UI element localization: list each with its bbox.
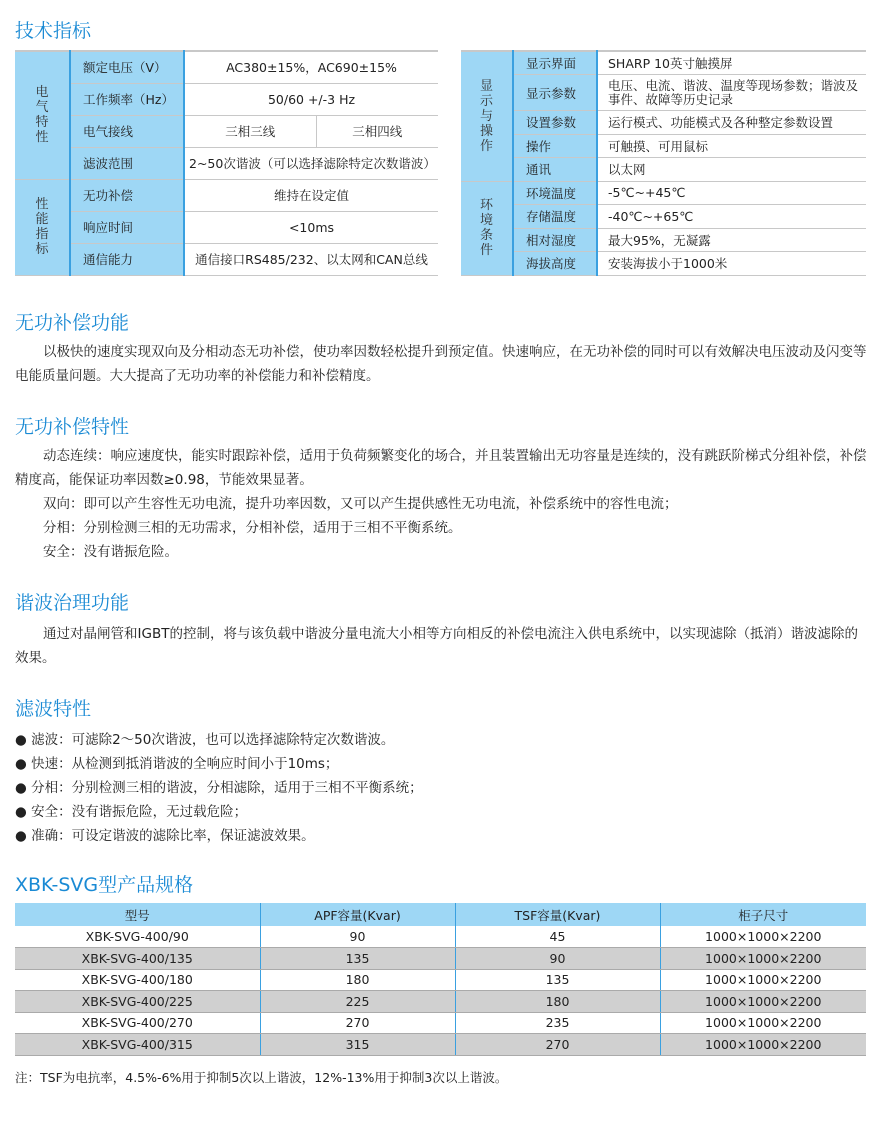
table-cell: XBK-SVG-400/90 — [15, 926, 260, 948]
table-cell: XBK-SVG-400/135 — [15, 948, 260, 970]
row-label: 工作频率（Hz） — [70, 83, 184, 115]
footnote: 注：TSF为电抗率，4.5%-6%用于抑制5次以上谐波，12%-13%用于抑制3次以上谐波。 — [15, 1070, 508, 1085]
section-title: 无功补偿功能 — [15, 312, 130, 334]
row-value: 三相四线 — [316, 115, 438, 147]
row-label: 滤波范围 — [70, 147, 184, 179]
table-cell: 270 — [455, 1034, 660, 1056]
table-cell: 135 — [260, 948, 455, 970]
row-value: -40℃~+65℃ — [597, 205, 866, 229]
list-item: ● 分相：分别检测三相的谐波，分相滤除，适用于三相不平衡系统； — [15, 780, 423, 796]
row-label: 响应时间 — [70, 211, 184, 243]
table-row — [15, 1034, 866, 1056]
row-value: 电压、电流、谐波、温度等现场参数；谐波及事件、故障等历史记录 — [597, 75, 866, 111]
group-label: 环境条件 — [461, 181, 513, 275]
list-item: ● 滤波：可滤除2～50次谐波，也可以选择滤除特定次数谐波。 — [15, 732, 395, 748]
row-label: 相对湿度 — [513, 228, 597, 252]
list-item: ● 准确：可设定谐波的滤除比率，保证滤波效果。 — [15, 828, 315, 844]
specs-title: 技术指标 — [15, 20, 92, 42]
row-value: 通信接口RS485/232、以太网和CAN总线 — [184, 243, 438, 275]
row-value: AC380±15%，AC690±15% — [184, 51, 438, 83]
section-body — [15, 622, 867, 670]
table-cell: 315 — [260, 1034, 455, 1056]
row-value: 三相三线 — [184, 115, 316, 147]
table-cell: 1000×1000×2200 — [660, 1012, 866, 1034]
row-label: 电气接线 — [70, 115, 184, 147]
row-label: 通讯 — [513, 158, 597, 182]
row-label: 显示界面 — [513, 51, 597, 75]
row-value: 2~50次谐波（可以选择滤除特定次数谐波） — [184, 147, 438, 179]
row-value: 维持在设定值 — [184, 179, 438, 211]
bullet-list — [15, 728, 867, 848]
table-cell: 1000×1000×2200 — [660, 969, 866, 991]
table-cell: 45 — [455, 926, 660, 948]
table-row — [15, 969, 866, 991]
table-cell: XBK-SVG-400/315 — [15, 1034, 260, 1056]
table-row — [15, 948, 866, 970]
row-value: -5℃~+45℃ — [597, 181, 866, 205]
table-cell: 90 — [260, 926, 455, 948]
paragraph: 双向：即可以产生容性无功电流，提升功率因数，又可以产生提供感性无功电流，补偿系统中的容性电流； — [43, 496, 678, 512]
section-body — [15, 340, 867, 388]
list-item: ● 安全：没有谐振危险，无过载危险； — [15, 804, 248, 820]
paragraph: 动态连续：响应速度快，能实时跟踪补偿，适用于负荷频繁变化的场合，并且装置输出无功容量是连续的，没有跳跃阶梯式分组补偿，补偿精度高，能保证功率因数≥0.98，节能效果显著。 — [15, 448, 867, 488]
table-row — [15, 1012, 866, 1034]
table-row — [15, 926, 866, 948]
list-item: ● 快速：从检测到抵消谐波的全响应时间小于10ms； — [15, 756, 339, 772]
group-label: 性能指标 — [15, 179, 70, 275]
row-value: 安装海拔小于1000米 — [597, 252, 866, 276]
section-title: 谐波治理功能 — [15, 592, 130, 614]
display-environment-table — [461, 50, 866, 276]
row-label: 通信能力 — [70, 243, 184, 275]
table-cell: XBK-SVG-400/180 — [15, 969, 260, 991]
product-spec-table — [15, 903, 866, 1056]
table-cell: 225 — [260, 991, 455, 1013]
section-body — [15, 444, 867, 564]
row-label: 操作 — [513, 134, 597, 158]
table-cell: 270 — [260, 1012, 455, 1034]
products-title: XBK-SVG型产品规格 — [15, 874, 194, 896]
table-cell: XBK-SVG-400/270 — [15, 1012, 260, 1034]
column-header: TSF容量(Kvar) — [455, 903, 660, 926]
paragraph: 以极快的速度实现双向及分相动态无功补偿，使功率因数轻松提升到预定值。快速响应，在无功补偿的同时可以有效解决电压波动及闪变等电能质量问题。大大提高了无功功率的补偿能力和补偿精度。 — [15, 344, 867, 384]
table-cell: 1000×1000×2200 — [660, 948, 866, 970]
row-value: SHARP 10英寸触摸屏 — [597, 51, 866, 75]
section-title: 滤波特性 — [15, 698, 92, 720]
column-header: 柜子尺寸 — [660, 903, 866, 926]
row-value: 可触摸、可用鼠标 — [597, 134, 866, 158]
row-value: 以太网 — [597, 158, 866, 182]
row-value: 50/60 +/-3 Hz — [184, 83, 438, 115]
row-label: 显示参数 — [513, 75, 597, 111]
row-label: 设置参数 — [513, 111, 597, 135]
table-cell: 90 — [455, 948, 660, 970]
table-cell: 135 — [455, 969, 660, 991]
column-header: APF容量(Kvar) — [260, 903, 455, 926]
paragraph: 通过对晶闸管和IGBT的控制，将与该负载中谐波分量电流大小相等方向相反的补偿电流注入供电系统中，以实现滤除（抵消）谐波滤除的效果。 — [15, 626, 858, 666]
paragraph: 安全：没有谐振危险。 — [43, 544, 178, 560]
table-cell: 180 — [455, 991, 660, 1013]
column-header: 型号 — [15, 903, 260, 926]
table-cell: 1000×1000×2200 — [660, 1034, 866, 1056]
row-value: 运行模式、功能模式及各种整定参数设置 — [597, 111, 866, 135]
table-cell: 1000×1000×2200 — [660, 991, 866, 1013]
row-label: 额定电压（V） — [70, 51, 184, 83]
row-value: 最大95%，无凝露 — [597, 228, 866, 252]
row-label: 海拔高度 — [513, 252, 597, 276]
paragraph: 分相：分别检测三相的无功需求，分相补偿，适用于三相不平衡系统。 — [43, 520, 462, 536]
table-row — [15, 991, 866, 1013]
group-label: 显示与操作 — [461, 51, 513, 181]
row-value: <10ms — [184, 211, 438, 243]
row-label: 无功补偿 — [70, 179, 184, 211]
table-cell: 1000×1000×2200 — [660, 926, 866, 948]
row-label: 存储温度 — [513, 205, 597, 229]
table-cell: 235 — [455, 1012, 660, 1034]
table-cell: 180 — [260, 969, 455, 991]
section-title: 无功补偿特性 — [15, 416, 130, 438]
group-label: 电气特性 — [15, 51, 70, 179]
table-cell: XBK-SVG-400/225 — [15, 991, 260, 1013]
electrical-performance-table — [15, 50, 438, 276]
row-label: 环境温度 — [513, 181, 597, 205]
